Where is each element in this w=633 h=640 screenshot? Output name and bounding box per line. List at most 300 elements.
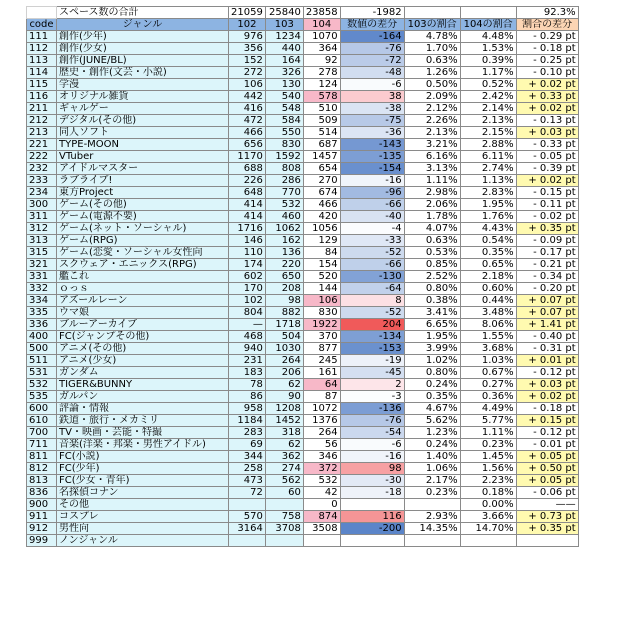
- v103-cell[interactable]: 3708: [265, 523, 303, 535]
- pct103-cell[interactable]: 4.67%: [404, 403, 460, 415]
- pdiff-cell[interactable]: - 0.40 pt: [516, 331, 578, 343]
- genre-cell[interactable]: ゲーム(その他): [57, 199, 229, 211]
- v102-cell[interactable]: 414: [229, 199, 266, 211]
- pct103-cell[interactable]: 2.09%: [404, 91, 460, 103]
- genre-cell[interactable]: ラブライブ!: [57, 175, 229, 187]
- v104-cell[interactable]: 654: [303, 163, 340, 175]
- pct104-cell[interactable]: 2.13%: [460, 115, 516, 127]
- pct104-cell[interactable]: 0.36%: [460, 391, 516, 403]
- pct103-cell[interactable]: 5.62%: [404, 415, 460, 427]
- code-cell[interactable]: 400: [27, 331, 57, 343]
- diff-cell[interactable]: 204: [340, 319, 404, 331]
- v102-cell[interactable]: 231: [229, 355, 266, 367]
- v103-cell[interactable]: 550: [265, 127, 303, 139]
- v102-cell[interactable]: [229, 535, 266, 547]
- genre-cell[interactable]: FC(ジャンプその他): [57, 331, 229, 343]
- v103-cell[interactable]: 264: [265, 355, 303, 367]
- v103-cell[interactable]: 98: [265, 295, 303, 307]
- v102-cell[interactable]: 344: [229, 451, 266, 463]
- v104-cell[interactable]: 3508: [303, 523, 340, 535]
- v104-cell[interactable]: 278: [303, 67, 340, 79]
- v104-cell[interactable]: 64: [303, 379, 340, 391]
- code-cell[interactable]: 600: [27, 403, 57, 415]
- genre-cell[interactable]: デジタル(その他): [57, 115, 229, 127]
- v104-cell[interactable]: 510: [303, 103, 340, 115]
- v104-cell[interactable]: 1072: [303, 403, 340, 415]
- v103-cell[interactable]: 548: [265, 103, 303, 115]
- genre-cell[interactable]: 創作(少年): [57, 31, 229, 43]
- v102-cell[interactable]: 258: [229, 463, 266, 475]
- v104-cell[interactable]: 1457: [303, 151, 340, 163]
- pct103-cell[interactable]: 4.07%: [404, 223, 460, 235]
- code-cell[interactable]: 836: [27, 487, 57, 499]
- pct104-cell[interactable]: 8.06%: [460, 319, 516, 331]
- v103-cell[interactable]: 130: [265, 79, 303, 91]
- v103-cell[interactable]: 326: [265, 67, 303, 79]
- diff-cell[interactable]: -130: [340, 271, 404, 283]
- pct103-cell[interactable]: 2.52%: [404, 271, 460, 283]
- v103-cell[interactable]: [265, 499, 303, 511]
- v104-cell[interactable]: 161: [303, 367, 340, 379]
- v102-cell[interactable]: 958: [229, 403, 266, 415]
- genre-cell[interactable]: 歴史・創作(文芸・小説): [57, 67, 229, 79]
- diff-cell[interactable]: [340, 499, 404, 511]
- pdiff-cell[interactable]: + 0.05 pt: [516, 451, 578, 463]
- v103-cell[interactable]: 650: [265, 271, 303, 283]
- pct104-cell[interactable]: 14.70%: [460, 523, 516, 535]
- v104-cell[interactable]: 0: [303, 499, 340, 511]
- pct104-cell[interactable]: 0.54%: [460, 235, 516, 247]
- genre-cell[interactable]: ゲーム(電源不要): [57, 211, 229, 223]
- diff-cell[interactable]: -164: [340, 31, 404, 43]
- code-cell[interactable]: 111: [27, 31, 57, 43]
- v102-cell[interactable]: 473: [229, 475, 266, 487]
- genre-cell[interactable]: ノンジャンル: [57, 535, 229, 547]
- diff-cell[interactable]: -76: [340, 415, 404, 427]
- diff-cell[interactable]: -136: [340, 403, 404, 415]
- code-cell[interactable]: 900: [27, 499, 57, 511]
- pct103-cell[interactable]: 0.80%: [404, 367, 460, 379]
- diff-cell[interactable]: -54: [340, 427, 404, 439]
- summary-label-cell[interactable]: スペース数の合計: [57, 7, 229, 19]
- v103-cell[interactable]: 62: [265, 439, 303, 451]
- pct104-cell[interactable]: 5.77%: [460, 415, 516, 427]
- v104-cell[interactable]: 154: [303, 259, 340, 271]
- summary-diff-cell[interactable]: -1982: [340, 7, 404, 19]
- pct103-cell[interactable]: 0.80%: [404, 283, 460, 295]
- diff-cell[interactable]: 2: [340, 379, 404, 391]
- diff-cell[interactable]: -135: [340, 151, 404, 163]
- v104-cell[interactable]: 264: [303, 427, 340, 439]
- pct103-cell[interactable]: 1.11%: [404, 175, 460, 187]
- pdiff-cell[interactable]: + 0.05 pt: [516, 475, 578, 487]
- diff-cell[interactable]: -18: [340, 487, 404, 499]
- v102-cell[interactable]: 86: [229, 391, 266, 403]
- v102-cell[interactable]: 152: [229, 55, 266, 67]
- v104-cell[interactable]: 466: [303, 199, 340, 211]
- pdiff-cell[interactable]: [516, 535, 578, 547]
- code-cell[interactable]: 234: [27, 187, 57, 199]
- pct104-cell[interactable]: 1.17%: [460, 67, 516, 79]
- pct103-cell[interactable]: 2.06%: [404, 199, 460, 211]
- genre-cell[interactable]: VTuber: [57, 151, 229, 163]
- v104-cell[interactable]: 520: [303, 271, 340, 283]
- v104-cell[interactable]: 830: [303, 307, 340, 319]
- code-cell[interactable]: 531: [27, 367, 57, 379]
- v103-cell[interactable]: 562: [265, 475, 303, 487]
- pdiff-cell[interactable]: - 0.29 pt: [516, 31, 578, 43]
- code-cell[interactable]: 315: [27, 247, 57, 259]
- code-cell[interactable]: 311: [27, 211, 57, 223]
- pdiff-cell[interactable]: + 0.15 pt: [516, 415, 578, 427]
- diff-cell[interactable]: -4: [340, 223, 404, 235]
- pct104-cell[interactable]: 1.03%: [460, 355, 516, 367]
- genre-cell[interactable]: TIGER&BUNNY: [57, 379, 229, 391]
- pct103-cell[interactable]: 6.16%: [404, 151, 460, 163]
- v103-cell[interactable]: 882: [265, 307, 303, 319]
- v102-cell[interactable]: 602: [229, 271, 266, 283]
- genre-cell[interactable]: ブルーアーカイブ: [57, 319, 229, 331]
- diff-cell[interactable]: -66: [340, 199, 404, 211]
- diff-cell[interactable]: -16: [340, 451, 404, 463]
- header-103[interactable]: 103: [265, 19, 303, 31]
- genre-cell[interactable]: ギャルゲー: [57, 103, 229, 115]
- genre-cell[interactable]: TYPE-MOON: [57, 139, 229, 151]
- pct104-cell[interactable]: 1.13%: [460, 175, 516, 187]
- v104-cell[interactable]: 1376: [303, 415, 340, 427]
- pct104-cell[interactable]: 1.55%: [460, 331, 516, 343]
- pdiff-cell[interactable]: - 0.39 pt: [516, 163, 578, 175]
- pct103-cell[interactable]: 1.70%: [404, 43, 460, 55]
- v103-cell[interactable]: 286: [265, 175, 303, 187]
- v102-cell[interactable]: 472: [229, 115, 266, 127]
- summary-102-cell[interactable]: 21059: [229, 7, 266, 19]
- v104-cell[interactable]: 106: [303, 295, 340, 307]
- pct103-cell[interactable]: 2.98%: [404, 187, 460, 199]
- pct104-cell[interactable]: 0.27%: [460, 379, 516, 391]
- pct104-cell[interactable]: 4.49%: [460, 403, 516, 415]
- v102-cell[interactable]: 570: [229, 511, 266, 523]
- v102-cell[interactable]: 78: [229, 379, 266, 391]
- pct103-cell[interactable]: 2.93%: [404, 511, 460, 523]
- v102-cell[interactable]: 283: [229, 427, 266, 439]
- pct103-cell[interactable]: 2.26%: [404, 115, 460, 127]
- pct104-cell[interactable]: 2.23%: [460, 475, 516, 487]
- genre-cell[interactable]: ゲーム(RPG): [57, 235, 229, 247]
- code-cell[interactable]: 300: [27, 199, 57, 211]
- v104-cell[interactable]: 370: [303, 331, 340, 343]
- code-cell[interactable]: 211: [27, 103, 57, 115]
- v104-cell[interactable]: 245: [303, 355, 340, 367]
- pdiff-cell[interactable]: + 0.03 pt: [516, 379, 578, 391]
- header-102[interactable]: 102: [229, 19, 266, 31]
- header-pct103[interactable]: 103の割合: [404, 19, 460, 31]
- pct103-cell[interactable]: 3.99%: [404, 343, 460, 355]
- v102-cell[interactable]: 414: [229, 211, 266, 223]
- pdiff-cell[interactable]: - 0.17 pt: [516, 247, 578, 259]
- genre-cell[interactable]: FC(小説): [57, 451, 229, 463]
- v103-cell[interactable]: 540: [265, 91, 303, 103]
- pdiff-cell[interactable]: + 0.01 pt: [516, 355, 578, 367]
- v104-cell[interactable]: 420: [303, 211, 340, 223]
- v103-cell[interactable]: 162: [265, 235, 303, 247]
- pdiff-cell[interactable]: - 0.25 pt: [516, 55, 578, 67]
- diff-cell[interactable]: -3: [340, 391, 404, 403]
- v102-cell[interactable]: 174: [229, 259, 266, 271]
- diff-cell[interactable]: 116: [340, 511, 404, 523]
- genre-cell[interactable]: 男性向: [57, 523, 229, 535]
- pdiff-cell[interactable]: + 0.07 pt: [516, 307, 578, 319]
- pct104-cell[interactable]: 4.48%: [460, 31, 516, 43]
- pdiff-cell[interactable]: - 0.10 pt: [516, 67, 578, 79]
- diff-cell[interactable]: -52: [340, 247, 404, 259]
- v102-cell[interactable]: 1170: [229, 151, 266, 163]
- diff-cell[interactable]: [340, 535, 404, 547]
- v104-cell[interactable]: 674: [303, 187, 340, 199]
- pdiff-cell[interactable]: ——: [516, 499, 578, 511]
- pdiff-cell[interactable]: - 0.11 pt: [516, 199, 578, 211]
- pct104-cell[interactable]: 2.14%: [460, 103, 516, 115]
- v104-cell[interactable]: 1070: [303, 31, 340, 43]
- v102-cell[interactable]: 656: [229, 139, 266, 151]
- pct104-cell[interactable]: 0.18%: [460, 487, 516, 499]
- pct103-cell[interactable]: 1.02%: [404, 355, 460, 367]
- v104-cell[interactable]: 346: [303, 451, 340, 463]
- code-cell[interactable]: 813: [27, 475, 57, 487]
- code-cell[interactable]: 812: [27, 463, 57, 475]
- code-cell[interactable]: 312: [27, 223, 57, 235]
- code-cell[interactable]: 232: [27, 163, 57, 175]
- diff-cell[interactable]: -36: [340, 127, 404, 139]
- diff-cell[interactable]: -153: [340, 343, 404, 355]
- header-pct104[interactable]: 104の割合: [460, 19, 516, 31]
- diff-cell[interactable]: -33: [340, 235, 404, 247]
- diff-cell[interactable]: -16: [340, 175, 404, 187]
- pdiff-cell[interactable]: + 0.73 pt: [516, 511, 578, 523]
- pct104-cell[interactable]: 3.48%: [460, 307, 516, 319]
- v103-cell[interactable]: 274: [265, 463, 303, 475]
- genre-cell[interactable]: 評論・情報: [57, 403, 229, 415]
- code-cell[interactable]: 332: [27, 283, 57, 295]
- pct104-cell[interactable]: 1.11%: [460, 427, 516, 439]
- pct103-cell[interactable]: 0.24%: [404, 439, 460, 451]
- code-cell[interactable]: 999: [27, 535, 57, 547]
- pct103-cell[interactable]: 0.85%: [404, 259, 460, 271]
- v103-cell[interactable]: 460: [265, 211, 303, 223]
- v104-cell[interactable]: 532: [303, 475, 340, 487]
- v102-cell[interactable]: [229, 499, 266, 511]
- v103-cell[interactable]: 1592: [265, 151, 303, 163]
- summary-code-cell[interactable]: [27, 7, 57, 19]
- pdiff-cell[interactable]: - 0.05 pt: [516, 151, 578, 163]
- pct104-cell[interactable]: 0.65%: [460, 259, 516, 271]
- pdiff-cell[interactable]: + 0.50 pt: [516, 463, 578, 475]
- v103-cell[interactable]: 206: [265, 367, 303, 379]
- genre-cell[interactable]: ｏっｓ: [57, 283, 229, 295]
- diff-cell[interactable]: -200: [340, 523, 404, 535]
- pct103-cell[interactable]: [404, 535, 460, 547]
- v104-cell[interactable]: 509: [303, 115, 340, 127]
- v104-cell[interactable]: 874: [303, 511, 340, 523]
- v104-cell[interactable]: 578: [303, 91, 340, 103]
- v102-cell[interactable]: 106: [229, 79, 266, 91]
- code-cell[interactable]: 212: [27, 115, 57, 127]
- v103-cell[interactable]: 60: [265, 487, 303, 499]
- genre-cell[interactable]: 同人ソフト: [57, 127, 229, 139]
- pct104-cell[interactable]: 2.88%: [460, 139, 516, 151]
- v103-cell[interactable]: 62: [265, 379, 303, 391]
- pdiff-cell[interactable]: + 0.02 pt: [516, 79, 578, 91]
- pdiff-cell[interactable]: + 0.02 pt: [516, 103, 578, 115]
- code-cell[interactable]: 114: [27, 67, 57, 79]
- code-cell[interactable]: 700: [27, 427, 57, 439]
- code-cell[interactable]: 500: [27, 343, 57, 355]
- code-cell[interactable]: 912: [27, 523, 57, 535]
- pdiff-cell[interactable]: + 0.03 pt: [516, 127, 578, 139]
- v102-cell[interactable]: 466: [229, 127, 266, 139]
- genre-cell[interactable]: ガルパン: [57, 391, 229, 403]
- v102-cell[interactable]: 468: [229, 331, 266, 343]
- pdiff-cell[interactable]: + 0.02 pt: [516, 391, 578, 403]
- pct104-cell[interactable]: 1.45%: [460, 451, 516, 463]
- pdiff-cell[interactable]: - 0.18 pt: [516, 43, 578, 55]
- v103-cell[interactable]: 1030: [265, 343, 303, 355]
- diff-cell[interactable]: 8: [340, 295, 404, 307]
- pct103-cell[interactable]: 14.35%: [404, 523, 460, 535]
- pct103-cell[interactable]: [404, 499, 460, 511]
- v102-cell[interactable]: 1184: [229, 415, 266, 427]
- genre-cell[interactable]: 学漫: [57, 79, 229, 91]
- code-cell[interactable]: 331: [27, 271, 57, 283]
- v104-cell[interactable]: 42: [303, 487, 340, 499]
- pct104-cell[interactable]: 4.43%: [460, 223, 516, 235]
- pct104-cell[interactable]: 0.52%: [460, 79, 516, 91]
- v102-cell[interactable]: 170: [229, 283, 266, 295]
- pct104-cell[interactable]: 6.11%: [460, 151, 516, 163]
- genre-cell[interactable]: TV・映画・芸能・特撮: [57, 427, 229, 439]
- pdiff-cell[interactable]: - 0.09 pt: [516, 235, 578, 247]
- code-cell[interactable]: 313: [27, 235, 57, 247]
- diff-cell[interactable]: -40: [340, 211, 404, 223]
- pdiff-cell[interactable]: + 1.41 pt: [516, 319, 578, 331]
- v102-cell[interactable]: 226: [229, 175, 266, 187]
- pdiff-cell[interactable]: - 0.12 pt: [516, 367, 578, 379]
- pdiff-cell[interactable]: - 0.15 pt: [516, 187, 578, 199]
- diff-cell[interactable]: -38: [340, 103, 404, 115]
- v102-cell[interactable]: 940: [229, 343, 266, 355]
- code-cell[interactable]: 334: [27, 295, 57, 307]
- pdiff-cell[interactable]: - 0.21 pt: [516, 259, 578, 271]
- diff-cell[interactable]: -143: [340, 139, 404, 151]
- v104-cell[interactable]: 687: [303, 139, 340, 151]
- pct103-cell[interactable]: 0.63%: [404, 55, 460, 67]
- genre-cell[interactable]: 名探偵コナン: [57, 487, 229, 499]
- pct104-cell[interactable]: 0.23%: [460, 439, 516, 451]
- v102-cell[interactable]: 72: [229, 487, 266, 499]
- pct104-cell[interactable]: 2.42%: [460, 91, 516, 103]
- pdiff-cell[interactable]: + 0.02 pt: [516, 175, 578, 187]
- v102-cell[interactable]: 183: [229, 367, 266, 379]
- pct103-cell[interactable]: 1.40%: [404, 451, 460, 463]
- pct104-cell[interactable]: 1.95%: [460, 199, 516, 211]
- v104-cell[interactable]: 124: [303, 79, 340, 91]
- v102-cell[interactable]: 976: [229, 31, 266, 43]
- pct104-cell[interactable]: 1.53%: [460, 43, 516, 55]
- pdiff-cell[interactable]: + 0.07 pt: [516, 295, 578, 307]
- v102-cell[interactable]: 3164: [229, 523, 266, 535]
- code-cell[interactable]: 811: [27, 451, 57, 463]
- v103-cell[interactable]: 136: [265, 247, 303, 259]
- v104-cell[interactable]: 56: [303, 439, 340, 451]
- v103-cell[interactable]: 1208: [265, 403, 303, 415]
- pdiff-cell[interactable]: - 0.02 pt: [516, 211, 578, 223]
- diff-cell[interactable]: -72: [340, 55, 404, 67]
- pdiff-cell[interactable]: - 0.31 pt: [516, 343, 578, 355]
- pct103-cell[interactable]: 0.23%: [404, 487, 460, 499]
- diff-cell[interactable]: -45: [340, 367, 404, 379]
- v102-cell[interactable]: 688: [229, 163, 266, 175]
- diff-cell[interactable]: -66: [340, 259, 404, 271]
- v104-cell[interactable]: 270: [303, 175, 340, 187]
- genre-cell[interactable]: FC(少女・青年): [57, 475, 229, 487]
- genre-cell[interactable]: オリジナル雑貨: [57, 91, 229, 103]
- v104-cell[interactable]: 514: [303, 127, 340, 139]
- v103-cell[interactable]: 504: [265, 331, 303, 343]
- pdiff-cell[interactable]: - 0.33 pt: [516, 139, 578, 151]
- diff-cell[interactable]: -64: [340, 283, 404, 295]
- pct104-cell[interactable]: 0.39%: [460, 55, 516, 67]
- code-cell[interactable]: 335: [27, 307, 57, 319]
- v104-cell[interactable]: [303, 535, 340, 547]
- pdiff-cell[interactable]: + 0.35 pt: [516, 523, 578, 535]
- v103-cell[interactable]: [265, 535, 303, 547]
- diff-cell[interactable]: -134: [340, 331, 404, 343]
- code-cell[interactable]: 213: [27, 127, 57, 139]
- code-cell[interactable]: 115: [27, 79, 57, 91]
- v103-cell[interactable]: 318: [265, 427, 303, 439]
- code-cell[interactable]: 233: [27, 175, 57, 187]
- code-cell[interactable]: 711: [27, 439, 57, 451]
- genre-cell[interactable]: アイドルマスター: [57, 163, 229, 175]
- pct103-cell[interactable]: 0.63%: [404, 235, 460, 247]
- v103-cell[interactable]: 532: [265, 199, 303, 211]
- header-104[interactable]: 104: [303, 19, 340, 31]
- diff-cell[interactable]: -6: [340, 439, 404, 451]
- pct104-cell[interactable]: 0.60%: [460, 283, 516, 295]
- v103-cell[interactable]: 1452: [265, 415, 303, 427]
- genre-cell[interactable]: その他: [57, 499, 229, 511]
- v103-cell[interactable]: 208: [265, 283, 303, 295]
- v102-cell[interactable]: 1716: [229, 223, 266, 235]
- v103-cell[interactable]: 1234: [265, 31, 303, 43]
- v102-cell[interactable]: 648: [229, 187, 266, 199]
- v104-cell[interactable]: 1056: [303, 223, 340, 235]
- genre-cell[interactable]: 鉄道・旅行・メカミリ: [57, 415, 229, 427]
- v103-cell[interactable]: 584: [265, 115, 303, 127]
- summary-pct104-cell[interactable]: [460, 7, 516, 19]
- diff-cell[interactable]: -19: [340, 355, 404, 367]
- pct104-cell[interactable]: 2.83%: [460, 187, 516, 199]
- pct103-cell[interactable]: 3.21%: [404, 139, 460, 151]
- genre-cell[interactable]: アニメ(少女): [57, 355, 229, 367]
- v102-cell[interactable]: 356: [229, 43, 266, 55]
- code-cell[interactable]: 222: [27, 151, 57, 163]
- v104-cell[interactable]: 84: [303, 247, 340, 259]
- pdiff-cell[interactable]: - 0.12 pt: [516, 427, 578, 439]
- v102-cell[interactable]: 102: [229, 295, 266, 307]
- genre-cell[interactable]: ゲーム(ネット・ソーシャル): [57, 223, 229, 235]
- v103-cell[interactable]: 90: [265, 391, 303, 403]
